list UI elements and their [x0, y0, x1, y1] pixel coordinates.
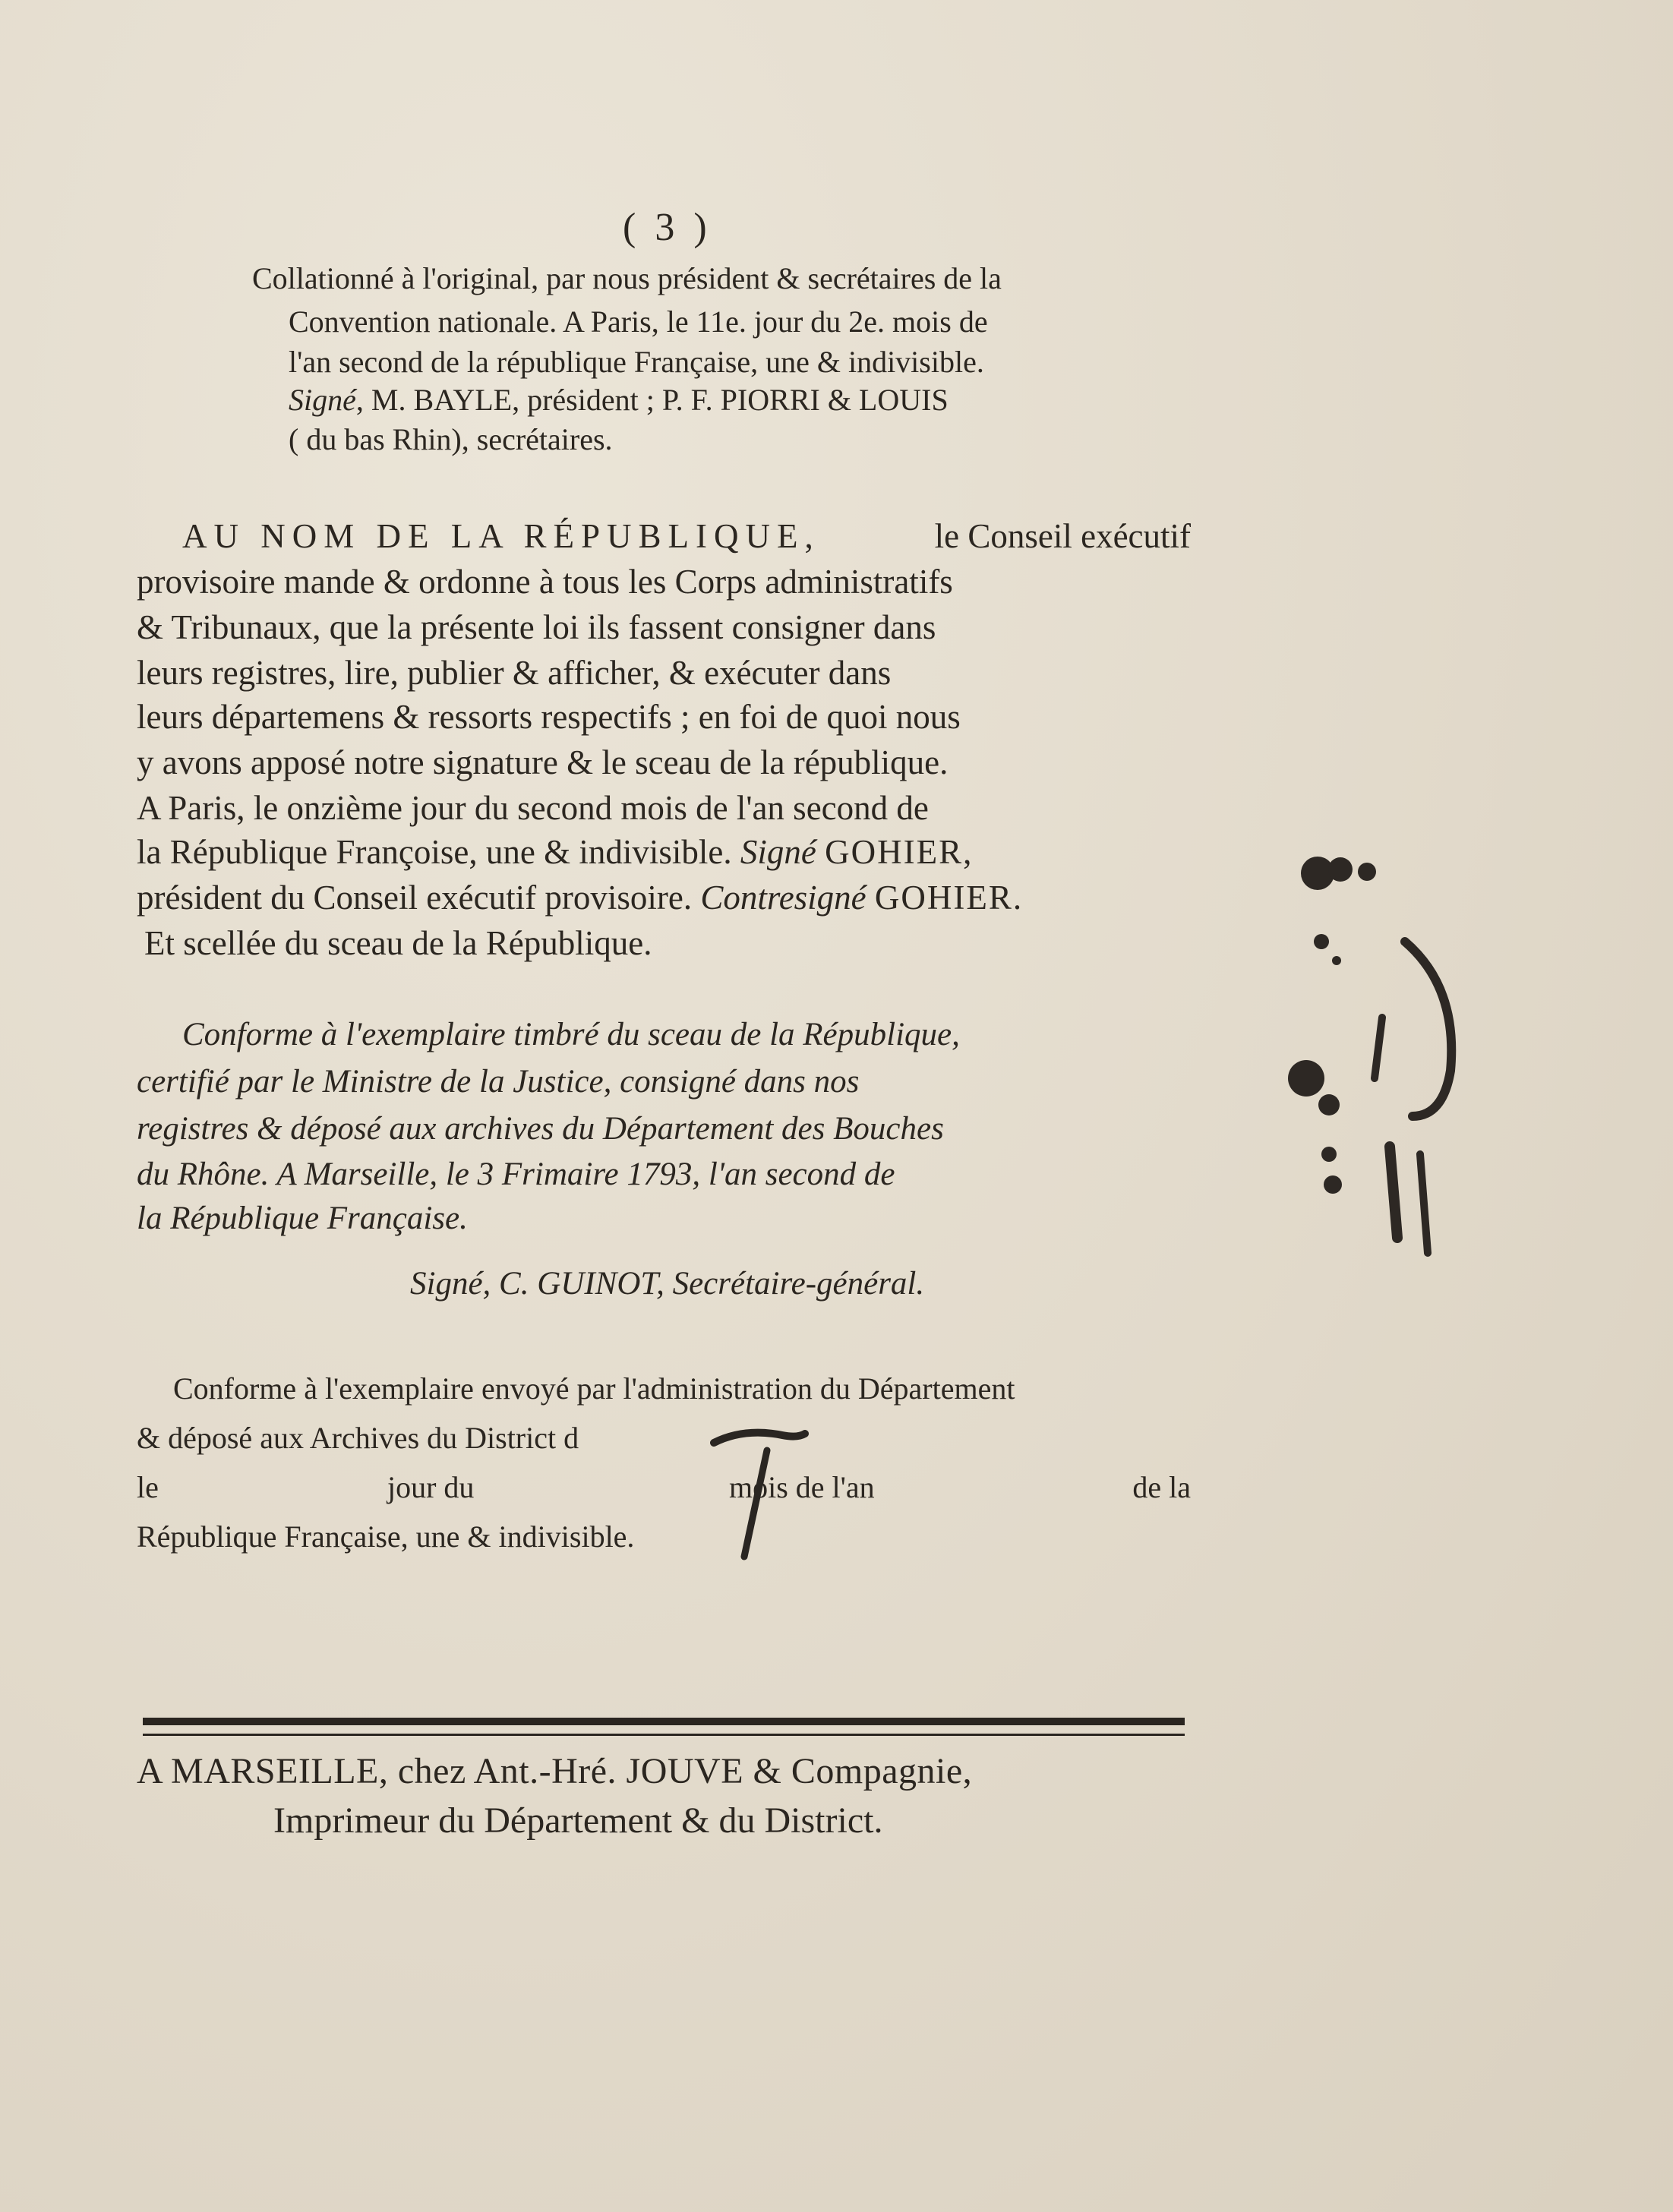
- proclamation-line-9: [137, 878, 1191, 917]
- district-line-1: Conforme à l'exemplaire envoyé par l'administration du Département: [173, 1371, 1015, 1406]
- conformity-line-5: la République Française.: [137, 1201, 468, 1236]
- collation-line-4: [289, 382, 1191, 418]
- collation-line-1: Collationné à l'original, par nous président & secrétaires de la: [252, 261, 1002, 295]
- proclamation-line-7: A Paris, le onzième jour du second mois de l'an second de: [137, 789, 929, 827]
- thin-rule: [143, 1734, 1185, 1736]
- proclamation-line-6: y avons apposé notre signature & le sceau de la république.: [137, 743, 949, 781]
- district-day-label: le: [137, 1470, 159, 1504]
- proclamation-line-8-text: la République Françoise, une & indivisible.: [137, 833, 732, 871]
- collation-signatories: , M. BAYLE, président ; P. F. PIORRI & LOUIS: [355, 383, 949, 417]
- signed-label: Signé: [740, 833, 816, 871]
- proclamation-line-5: leurs départemens & ressorts respectifs ; en foi de quoi nous: [137, 698, 961, 736]
- proclamation-line-1: [182, 516, 1191, 556]
- ornamental-rule: [143, 1718, 1185, 1725]
- imprint-line-1: A MARSEILLE, chez Ant.-Hré. JOUVE & Compagnie,: [137, 1751, 973, 1791]
- district-line-2: & déposé aux Archives du District d: [137, 1421, 579, 1455]
- countersignatory-name: GOHIER.: [874, 879, 1024, 917]
- conformity-signature: Signé, C. GUINOT, Secrétaire-général.: [410, 1266, 925, 1302]
- proclamation-heading: AU NOM DE LA RÉPUBLIQUE,: [182, 517, 820, 555]
- handwritten-mark: [699, 1412, 820, 1572]
- collation-line-2: Convention nationale. A Paris, le 11e. jour du 2e. mois de: [289, 305, 988, 339]
- collation-line-3: l'an second de la république Française, une & indivisible.: [289, 345, 984, 379]
- imprint-line-2: Imprimeur du Département & du District.: [273, 1800, 883, 1841]
- page-number: ( 3 ): [623, 206, 712, 249]
- ink-stamp-mark: [1276, 828, 1466, 1268]
- conformity-line-4: du Rhône. A Marseille, le 3 Frimaire 1793, l'an second de: [137, 1156, 895, 1192]
- signatory-name: GOHIER,: [825, 833, 974, 871]
- proclamation-line-3: & Tribunaux, que la présente loi ils fassent consigner dans: [137, 608, 936, 646]
- proclamation-line-9-text: président du Conseil exécutif provisoire.: [137, 879, 693, 917]
- conformity-line-3: registres & déposé aux archives du Département des Bouches: [137, 1111, 944, 1147]
- conformity-line-2: certifié par le Ministre de la Justice, consigné dans nos: [137, 1064, 860, 1100]
- district-de-la-label: de la: [1132, 1470, 1191, 1504]
- proclamation-line-10: Et scellée du sceau de la République.: [144, 924, 652, 962]
- proclamation-line-4: leurs registres, lire, publier & afficher, & exécuter dans: [137, 654, 892, 692]
- district-line-4: République Française, une & indivisible.: [137, 1519, 635, 1554]
- conformity-line-1: Conforme à l'exemplaire timbré du sceau de la République,: [182, 1017, 960, 1052]
- proclamation-line-2: provisoire mande & ordonne à tous les Corps administratifs: [137, 563, 953, 601]
- collation-line-5: ( du bas Rhin), secrétaires.: [289, 422, 613, 456]
- district-jour-label: jour du: [387, 1470, 475, 1504]
- proclamation-line-1-rest: le Conseil exécutif: [934, 517, 1191, 555]
- district-mois-label: mois de l'an: [729, 1470, 875, 1504]
- countersigned-label: Contresigné: [700, 879, 866, 917]
- signed-label: Signé: [289, 383, 356, 417]
- proclamation-line-8: [137, 832, 1191, 872]
